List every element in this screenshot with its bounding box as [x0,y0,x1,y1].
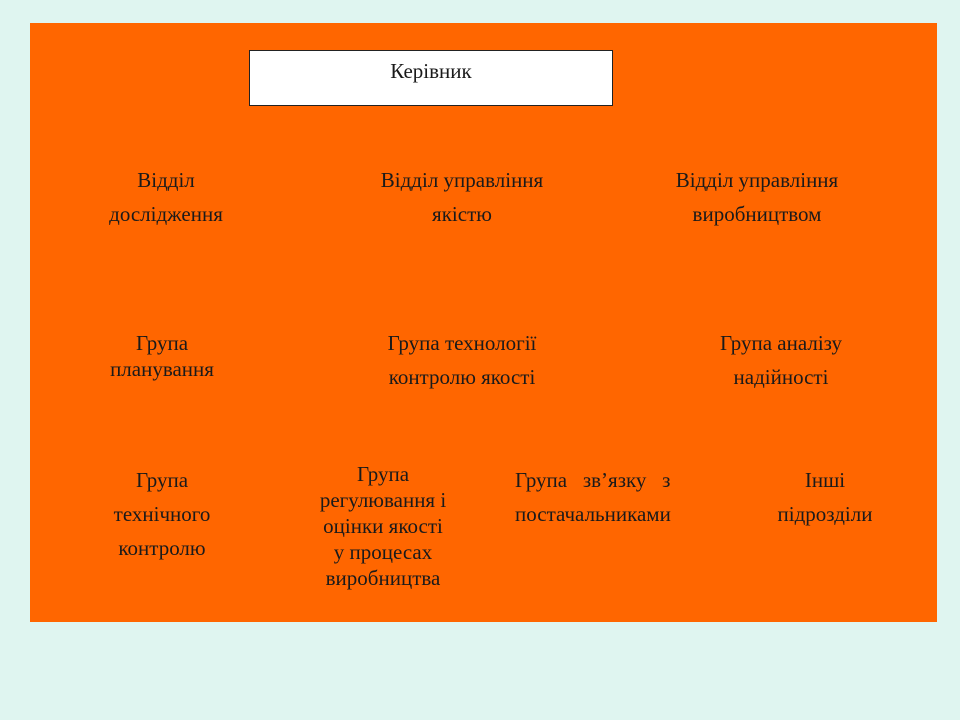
dept-quality-management [352,163,572,231]
dept-production-line1: Відділ управління [675,168,839,192]
group-qct-line1: Група технології [387,331,537,355]
group-supplier-line2: постачальниками [515,502,671,526]
group-tech-control-line2: технічного [113,502,211,526]
group-other-divisions [755,463,895,531]
group-other-line1: Інші [804,468,846,492]
head-node-manager [249,50,613,106]
group-tech-control-line1: Група [135,468,189,492]
dept-quality-line2: якістю [432,202,492,226]
dept-research [86,163,246,231]
group-reliability-line2: надійності [733,365,829,389]
group-other-line2: підрозділи [777,502,873,526]
group-quality-regulation [293,461,473,591]
dept-production-management [647,163,867,231]
dept-production-line2: виробництвом [692,202,822,226]
group-supplier-relations [515,463,710,531]
head-node-label: Керівник [390,59,472,83]
dept-quality-line1: Відділ управління [380,168,544,192]
group-regulation-line2: регулювання і [319,488,447,512]
group-planning-line2: планування [110,357,214,381]
dept-research-line2: дослідження [109,202,223,226]
group-planning [82,330,242,382]
group-regulation-line1: Група [356,462,410,486]
group-regulation-line3: оцінки якості [323,514,443,538]
group-reliability-analysis [691,326,871,394]
group-supplier-line1: Група зв’язку з [515,468,671,492]
group-regulation-line5: виробництва [325,566,441,590]
group-planning-line1: Група [135,331,189,355]
group-quality-control-technology [352,326,572,394]
group-qct-line2: контролю якості [388,365,536,389]
dept-research-line1: Відділ [137,168,195,192]
group-tech-control-line3: контролю [118,536,206,560]
group-technical-control [82,463,242,565]
group-regulation-line4: у процесах [333,540,433,564]
group-reliability-line1: Група аналізу [719,331,843,355]
